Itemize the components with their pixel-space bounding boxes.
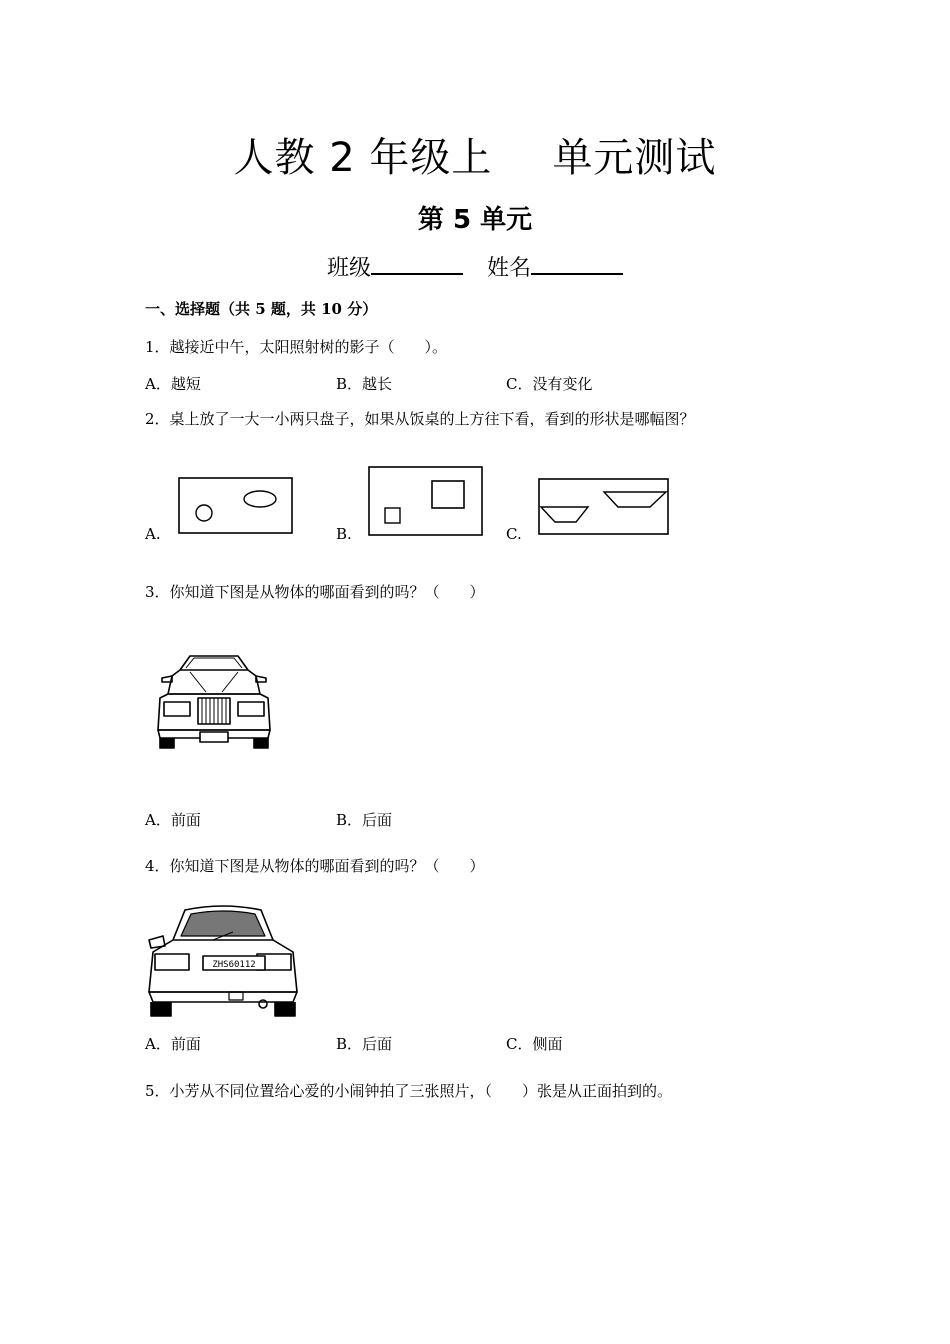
q2-figure-b	[368, 466, 484, 537]
question-5-stem: 5．小芳从不同位置给心爱的小闹钟拍了三张照片，（ ）张是从正面拍到的。	[145, 1082, 673, 1100]
q4-option-a[interactable]: A．前面	[145, 1035, 201, 1053]
student-info	[0, 251, 950, 282]
q1-option-b[interactable]: B．越长	[336, 375, 393, 393]
car-rear-left-wheel	[151, 1002, 171, 1016]
question-2-stem: 2．桌上放了一大一小两只盘子，如果从饭桌的上方往下看，看到的形状是哪幅图？	[145, 410, 695, 428]
q3-option-a[interactable]: A．前面	[145, 811, 201, 829]
q2-option-b[interactable]: B.	[336, 525, 352, 543]
car-rear-left-taillight	[155, 954, 189, 970]
page-title	[0, 126, 950, 183]
title-grade: 人教 2 年级上	[233, 135, 493, 181]
name-label: 姓名	[487, 256, 532, 281]
q2-c-big-trapezoid	[604, 492, 666, 507]
q4-option-c[interactable]: C．侧面	[506, 1035, 563, 1053]
car-rear-bumper	[149, 992, 297, 1002]
class-blank[interactable]	[371, 253, 463, 275]
q2-a-small-plate	[196, 505, 212, 521]
q2-a-big-plate	[244, 491, 276, 507]
car-front-left-headlight	[164, 702, 190, 716]
q2-option-a[interactable]: A.	[145, 525, 161, 543]
section-heading: 一、选择题（共 5 题，共 10 分）	[145, 300, 378, 318]
q2-b-small-square	[385, 508, 400, 523]
name-blank[interactable]	[531, 253, 623, 275]
car-front-left-wheel	[160, 738, 174, 748]
question-4-stem: 4．你知道下图是从物体的哪面看到的吗？（ ）	[145, 857, 485, 875]
car-rear-plate-text: ZHS60112	[212, 960, 256, 970]
q2-b-table	[369, 467, 482, 535]
q4-option-b[interactable]: B．后面	[336, 1035, 393, 1053]
q1-option-a[interactable]: A．越短	[145, 375, 201, 393]
q3-option-b[interactable]: B．后面	[336, 811, 393, 829]
q2-b-big-square	[432, 481, 464, 508]
question-1-stem: 1．越接近中午，太阳照射树的影子（ ）。	[145, 338, 448, 356]
q4-car-rear-image	[143, 900, 303, 1018]
question-3-stem: 3．你知道下图是从物体的哪面看到的吗？（ ）	[145, 583, 485, 601]
q3-car-front-image	[150, 648, 274, 750]
car-rear-window	[181, 911, 265, 936]
car-front-right-headlight	[238, 702, 264, 716]
q2-a-table	[179, 478, 292, 533]
unit-heading: 第 5 单元	[417, 205, 533, 235]
q1-option-c[interactable]: C．没有变化	[506, 375, 593, 393]
car-front-plate	[200, 732, 228, 742]
class-label: 班级	[326, 256, 371, 281]
q2-c-small-trapezoid	[541, 507, 588, 522]
q2-figure-c	[538, 478, 670, 536]
title-test: 单元测试	[552, 135, 717, 181]
q2-option-c[interactable]: C.	[506, 525, 522, 543]
car-front-right-wheel	[254, 738, 268, 748]
car-front-hood	[168, 670, 260, 694]
q2-figure-a	[178, 477, 294, 535]
car-rear-right-wheel	[275, 1002, 295, 1016]
